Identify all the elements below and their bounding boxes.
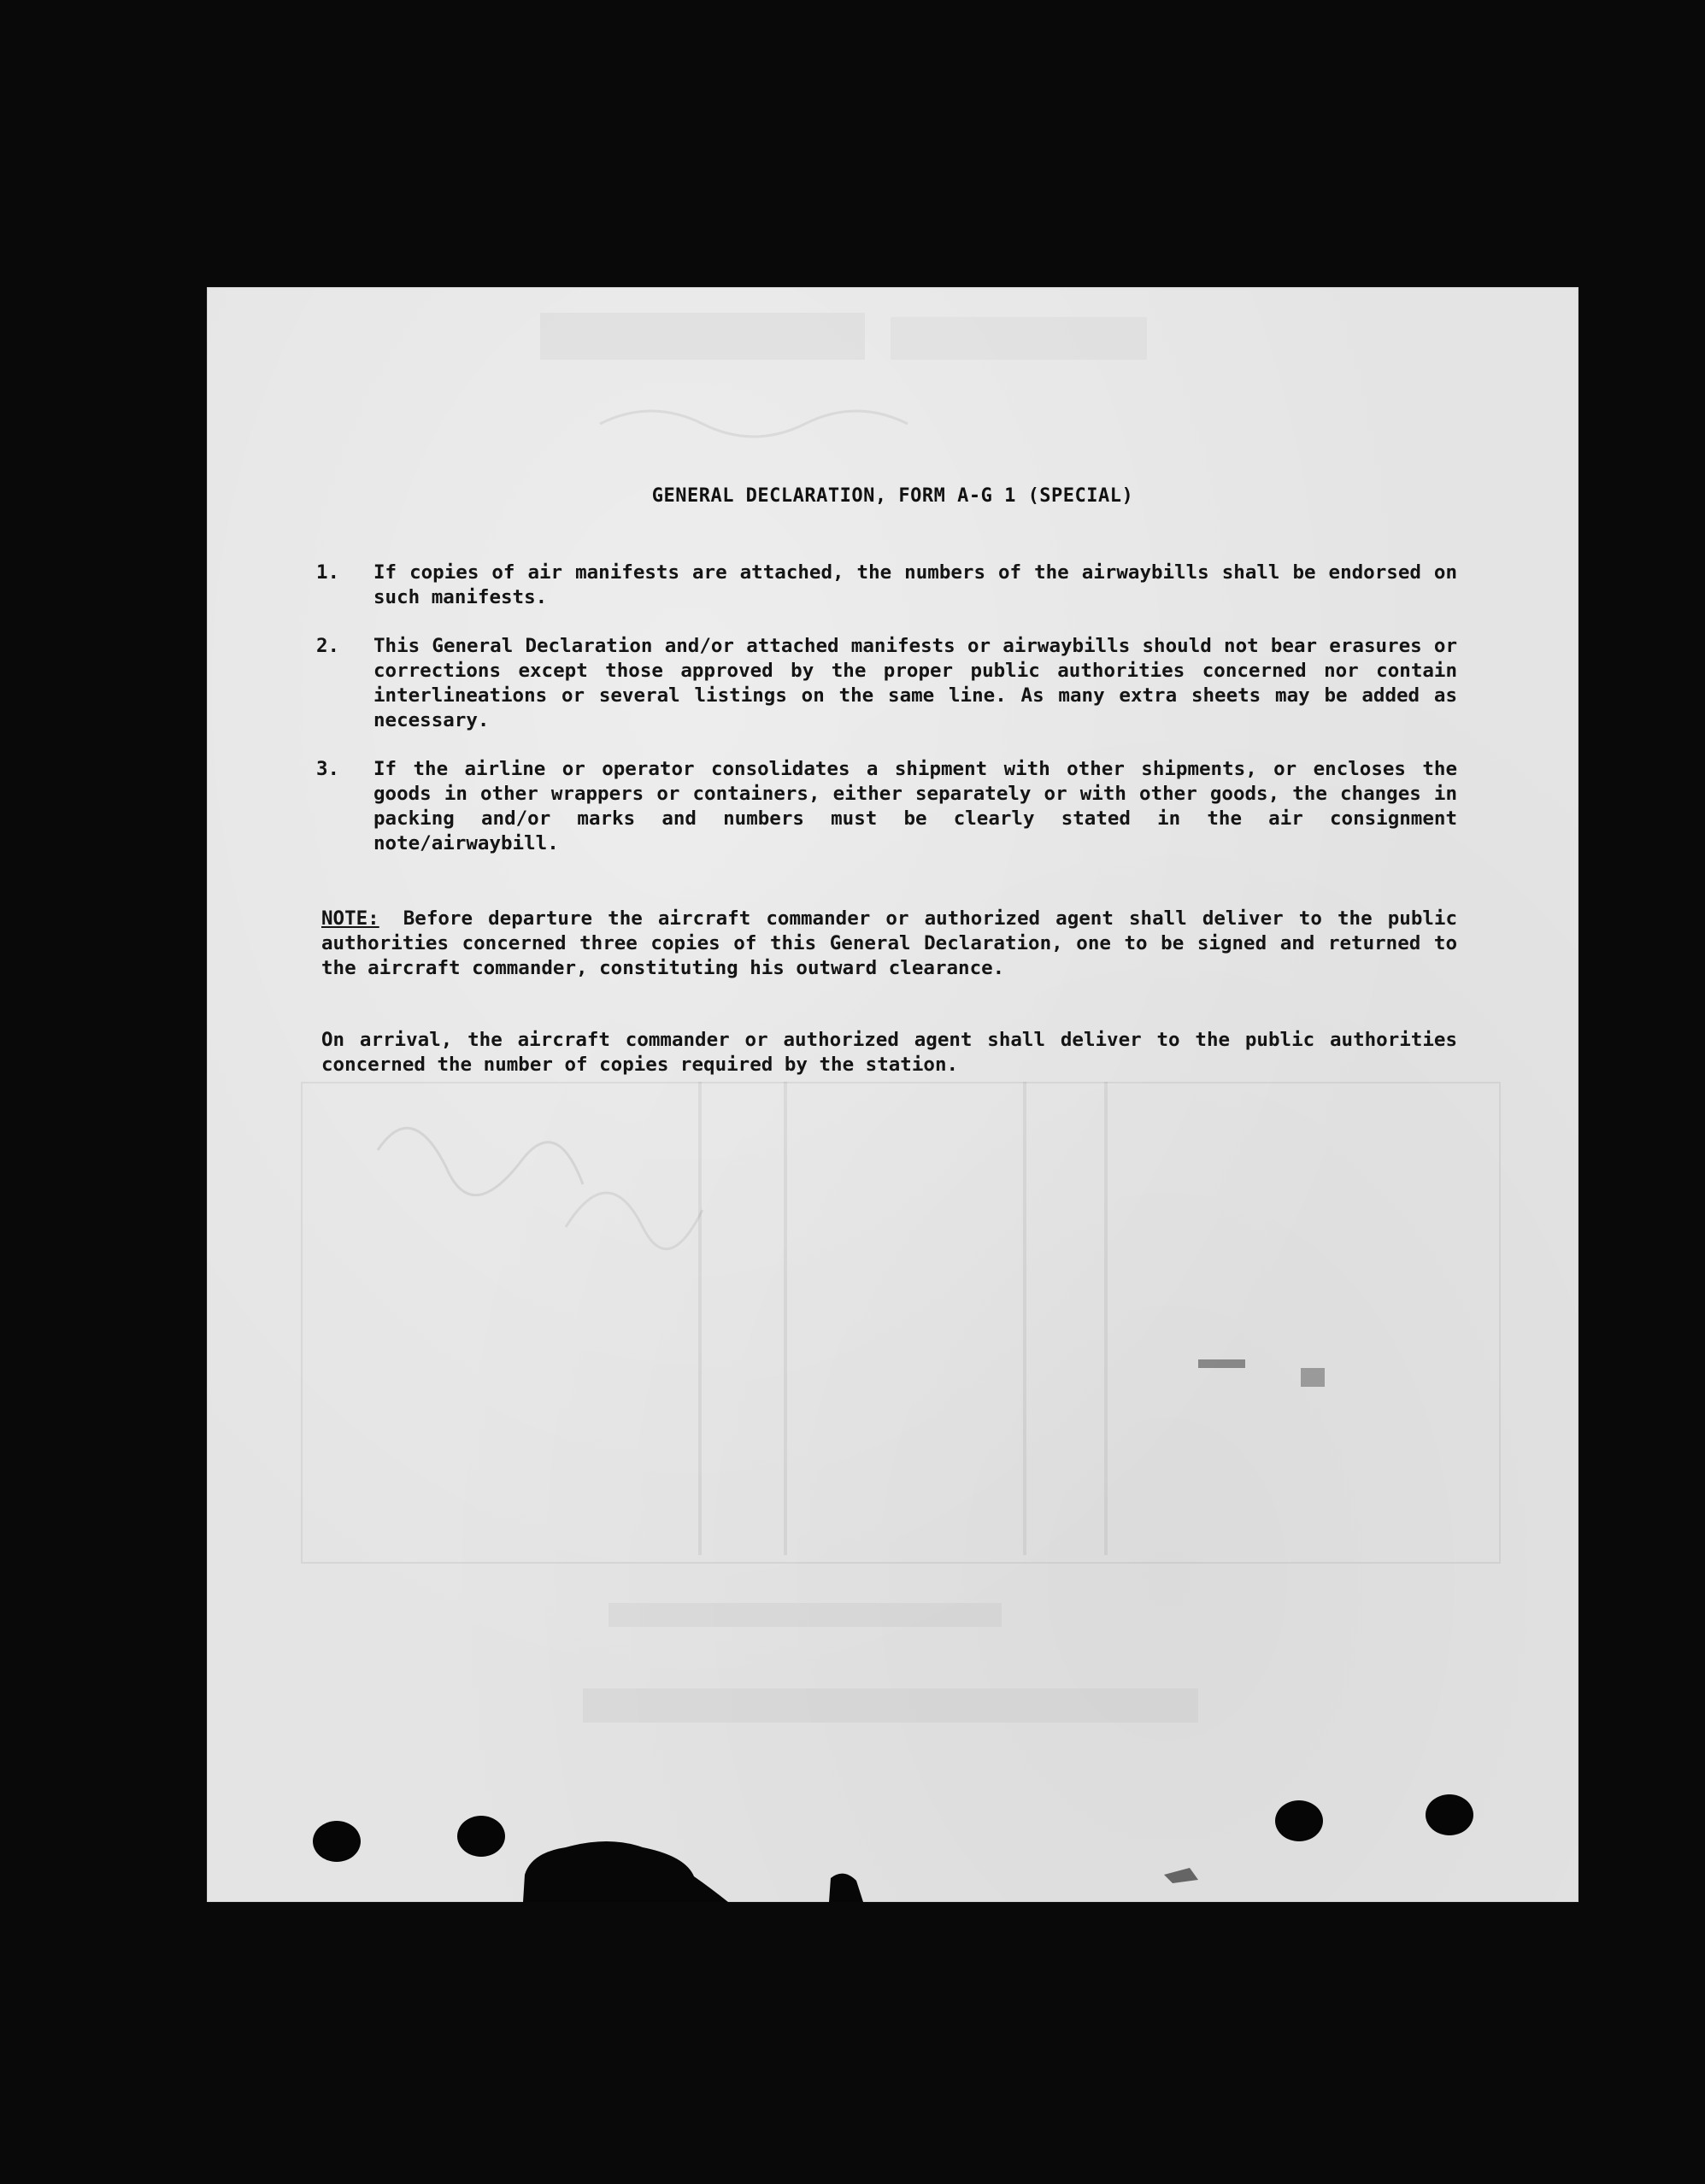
note-label: NOTE: xyxy=(321,907,379,930)
item-text: If the airline or operator consolidates a shipment with other shipments, or encloses the goods in other wrappers or containers, either separately or with other goods, the changes in packing and/or marks and numbers must be clearly stated in the air consignment note/airwaybill. xyxy=(373,758,1457,854)
item-number: 2. xyxy=(316,635,340,657)
item-number: 3. xyxy=(316,758,340,780)
arrival-note: On arrival, the aircraft commander or authorized agent shall deliver to the public authorities concerned the number of copies required by the station. xyxy=(321,1029,1457,1076)
item-text: If copies of air manifests are attached, the numbers of the airwaybills shall be endorsed on such manifests. xyxy=(373,561,1457,608)
document-page xyxy=(207,287,1579,1902)
item-text: This General Declaration and/or attached manifests or airwaybills should not bear erasures or corrections except those approved by the proper public authorities concerned nor contain interlineations or several listings on the same line. As many extra sheets may be added as necessary. xyxy=(373,635,1457,731)
torn-edge xyxy=(207,287,1579,1902)
form-title: GENERAL DECLARATION, FORM A-G 1 (SPECIAL) xyxy=(651,485,1134,507)
note-text: Before departure the aircraft commander or authorized agent shall deliver to the public authorities concerned three copies of this General Declaration, one to be signed and returned to the aircraft commander, constituting his outward clearance. xyxy=(321,907,1457,979)
item-number: 1. xyxy=(316,561,340,584)
